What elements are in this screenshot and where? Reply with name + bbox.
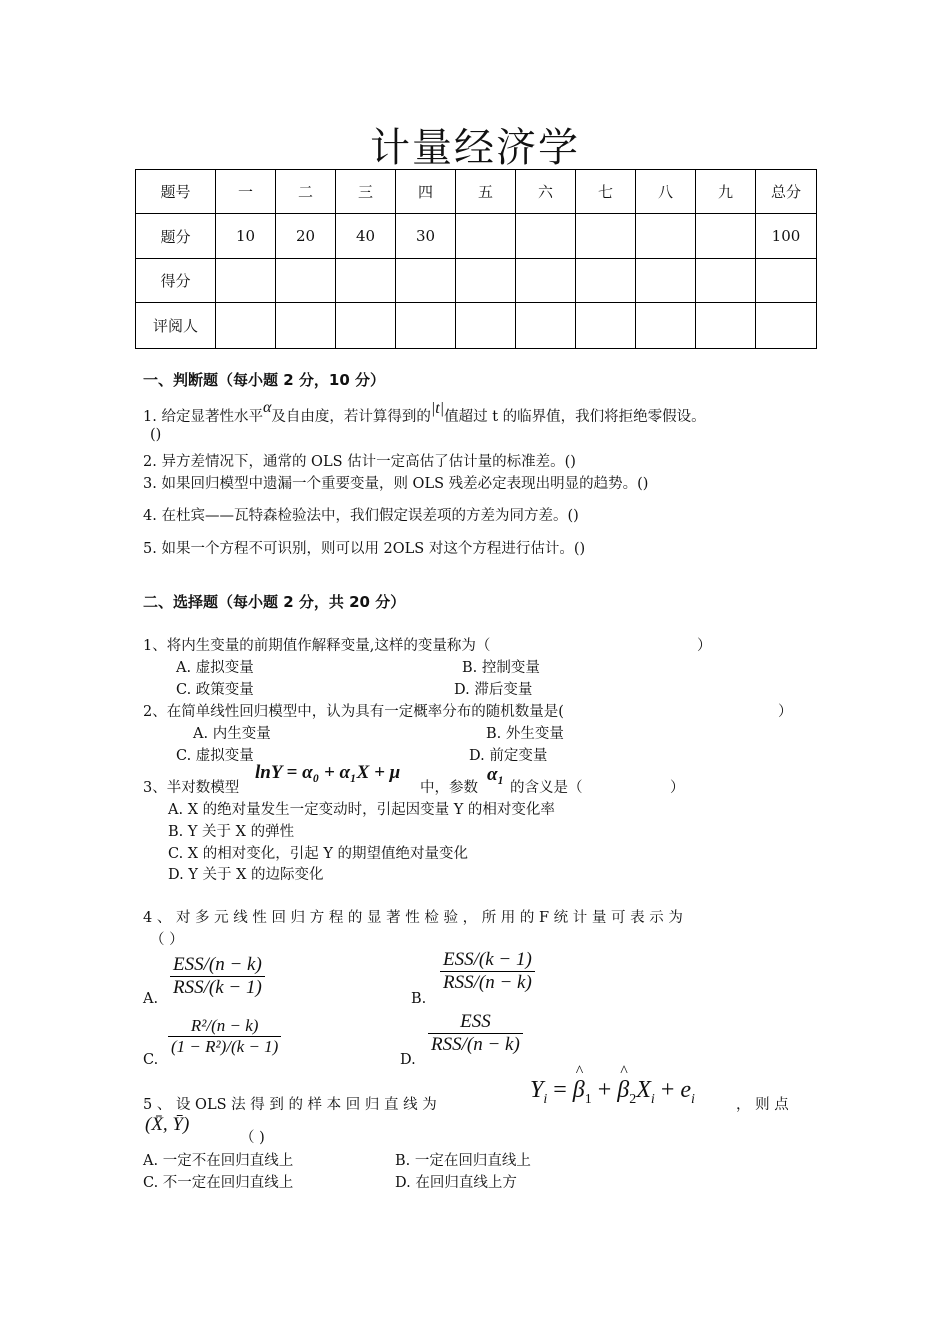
section-heading: 一、判断题（每小题 2 分，10 分） (143, 371, 385, 389)
score-entry-cell[interactable] (336, 259, 396, 303)
eq-part: Y (530, 1077, 544, 1103)
fraction-denominator: (1 − R²)/(k − 1) (168, 1036, 281, 1057)
table-cell: 评阅人 (136, 303, 216, 349)
regression-equation (530, 1077, 695, 1108)
eq-part: i (543, 1091, 548, 1107)
choice-q3-stem: 3、半对数模型 (143, 780, 240, 796)
option-a[interactable]: A. 内生变量 (193, 726, 271, 742)
semi-log-formula: lnY = α₀ + α₁X + μ (255, 762, 401, 783)
option-a-fraction[interactable] (170, 954, 265, 999)
option-c-fraction[interactable] (168, 1016, 281, 1057)
option-a[interactable]: A. 虚拟变量 (176, 660, 254, 676)
table-row-grader (136, 303, 817, 349)
eq-part: i (650, 1091, 655, 1107)
table-cell: 八 (636, 170, 696, 214)
score-entry-cell[interactable] (276, 259, 336, 303)
beta-hat-symbol: ^ β (573, 1077, 585, 1104)
choice-q5-stem: 5 、 设 OLS 法 得 到 的 样 本 回 归 直 线 为 (143, 1097, 437, 1113)
table-cell (456, 214, 516, 259)
option-a[interactable]: A. X 的绝对量发生一定变动时，引起因变量 Y 的相对变化率 (168, 802, 555, 818)
score-entry-cell[interactable] (636, 259, 696, 303)
option-d-label[interactable]: D. (400, 1052, 416, 1068)
grader-entry-cell[interactable] (576, 303, 636, 349)
option-b-fraction[interactable] (440, 949, 535, 994)
option-b[interactable]: B. Y 关于 X 的弹性 (168, 824, 295, 840)
option-c[interactable]: C. 政策变量 (176, 682, 254, 698)
table-row-points (136, 214, 817, 259)
grader-entry-cell[interactable] (276, 303, 336, 349)
score-entry-cell[interactable] (696, 259, 756, 303)
fraction-denominator: RSS/(n − k) (440, 971, 535, 994)
score-entry-cell[interactable] (456, 259, 516, 303)
fraction-numerator: ESS/(k − 1) (443, 949, 532, 970)
score-entry-cell[interactable] (396, 259, 456, 303)
choice-q2-stem: 2、在简单线性回归模型中，认为具有一定概率分布的随机数量是( (143, 704, 564, 720)
answer-paren[interactable]: () (150, 427, 162, 443)
table-cell: 五 (456, 170, 516, 214)
abs-t-symbol: |t| (430, 400, 445, 417)
section-heading: 二、选择题（每小题 2 分，共 20 分） (143, 593, 406, 611)
eq-part: X (636, 1077, 651, 1103)
eq-part: + (654, 1077, 681, 1103)
question-text: 值超过 t 的临界值，我们将拒绝零假设。 (444, 409, 706, 425)
score-entry-cell[interactable] (216, 259, 276, 303)
answer-paren[interactable]: （ ) (240, 1130, 265, 1146)
eq-part: i (691, 1091, 695, 1107)
eq-part: e (680, 1077, 692, 1103)
table-cell: 总分 (756, 170, 817, 214)
judgement-q1 (143, 399, 706, 426)
eq-part: = (547, 1077, 573, 1103)
grader-entry-cell[interactable] (396, 303, 456, 349)
choice-q4-stem: 4 、 对 多 元 线 性 回 归 方 程 的 显 著 性 检 验 ， 所 用 的 F 统 计 量 可 表 示 为 (143, 910, 683, 926)
option-c-label[interactable]: C. (143, 1052, 159, 1068)
option-b-label[interactable]: B. (411, 991, 427, 1007)
mean-point: (X̄, Ȳ) (145, 1114, 190, 1135)
grader-entry-cell[interactable] (516, 303, 576, 349)
table-cell (576, 214, 636, 259)
score-entry-cell[interactable] (756, 259, 817, 303)
table-cell (516, 214, 576, 259)
answer-paren[interactable]: （ ） (150, 932, 184, 948)
table-cell: 30 (396, 214, 456, 259)
table-cell: 得分 (136, 259, 216, 303)
table-cell: 九 (696, 170, 756, 214)
table-row-score (136, 259, 817, 303)
table-cell (696, 214, 756, 259)
question-text: 中，参数 (420, 780, 478, 796)
judgement-q4: 4. 在杜宾——瓦特森检验法中，我们假定误差项的方差为同方差。() (143, 508, 579, 524)
grader-entry-cell[interactable] (756, 303, 817, 349)
table-cell: 题号 (136, 170, 216, 214)
judgement-q3: 3. 如果回归模型中遗漏一个重要变量，则 OLS 残差必定表现出明显的趋势。() (143, 476, 649, 492)
fraction-denominator: RSS/(n − k) (428, 1033, 523, 1056)
option-d[interactable]: D. 在回归直线上方 (395, 1175, 517, 1191)
answer-paren-close: ） (670, 780, 685, 796)
option-d[interactable]: D. 前定变量 (469, 748, 548, 764)
fraction-denominator: RSS/(k − 1) (170, 976, 265, 999)
option-a-label[interactable]: A. (143, 991, 159, 1007)
eq-part: 2 (629, 1091, 637, 1107)
table-cell: 七 (576, 170, 636, 214)
option-b[interactable]: B. 控制变量 (462, 660, 540, 676)
answer-paren-close: ） (697, 638, 712, 654)
question-text: 的含义是（ (510, 780, 583, 796)
page-title: 计量经济学 (370, 125, 580, 171)
grader-entry-cell[interactable] (336, 303, 396, 349)
option-c[interactable]: C. 不一定在回归直线上 (143, 1175, 294, 1191)
question-text: 1. 给定显著性水平 (143, 409, 263, 425)
option-d[interactable]: D. 滞后变量 (454, 682, 533, 698)
option-d[interactable]: D. Y 关于 X 的边际变化 (168, 867, 324, 883)
beta-hat-symbol: ^ β (617, 1077, 629, 1104)
table-cell: 一 (216, 170, 276, 214)
judgement-q2: 2. 异方差情况下，通常的 OLS 估计一定高估了估计量的标准差。() (143, 454, 576, 470)
fraction-numerator: ESS/(n − k) (173, 954, 262, 975)
option-a[interactable]: A. 一定不在回归直线上 (143, 1153, 294, 1169)
table-cell: 四 (396, 170, 456, 214)
grader-entry-cell[interactable] (456, 303, 516, 349)
choice-q1-stem: 1、将内生变量的前期值作解释变量,这样的变量称为（ (143, 638, 491, 654)
fraction-numerator: R²/(n − k) (190, 1016, 259, 1035)
question-text: ， 则 点 (736, 1097, 789, 1113)
option-c[interactable]: C. 虚拟变量 (176, 748, 254, 764)
grader-entry-cell[interactable] (216, 303, 276, 349)
option-d-fraction[interactable] (428, 1011, 523, 1056)
table-cell: 100 (756, 214, 817, 259)
score-entry-cell[interactable] (516, 259, 576, 303)
eq-part: + (591, 1077, 618, 1103)
question-text: 及自由度，若计算得到的 (271, 409, 431, 425)
table-cell: 题分 (136, 214, 216, 259)
option-c[interactable]: C. X 的相对变化，引起 Y 的期望值绝对量变化 (168, 846, 469, 862)
table-cell: 六 (516, 170, 576, 214)
score-entry-cell[interactable] (576, 259, 636, 303)
table-row-question-numbers (136, 170, 817, 214)
table-cell (636, 214, 696, 259)
table-cell: 10 (216, 214, 276, 259)
table-cell: 40 (336, 214, 396, 259)
table-cell: 三 (336, 170, 396, 214)
alpha1-symbol: α₁ (487, 764, 505, 785)
table-cell: 20 (276, 214, 336, 259)
option-b[interactable]: B. 外生变量 (486, 726, 564, 742)
eq-part: 1 (584, 1091, 592, 1107)
grader-entry-cell[interactable] (636, 303, 696, 349)
score-table (135, 169, 817, 349)
grader-entry-cell[interactable] (696, 303, 756, 349)
option-b[interactable]: B. 一定在回归直线上 (395, 1153, 531, 1169)
answer-paren-close: ） (778, 704, 793, 720)
table-cell: 二 (276, 170, 336, 214)
fraction-numerator: ESS (460, 1011, 491, 1032)
judgement-q5: 5. 如果一个方程不可识别，则可以用 2OLS 对这个方程进行估计。() (143, 541, 586, 557)
alpha-symbol: α (262, 399, 272, 416)
